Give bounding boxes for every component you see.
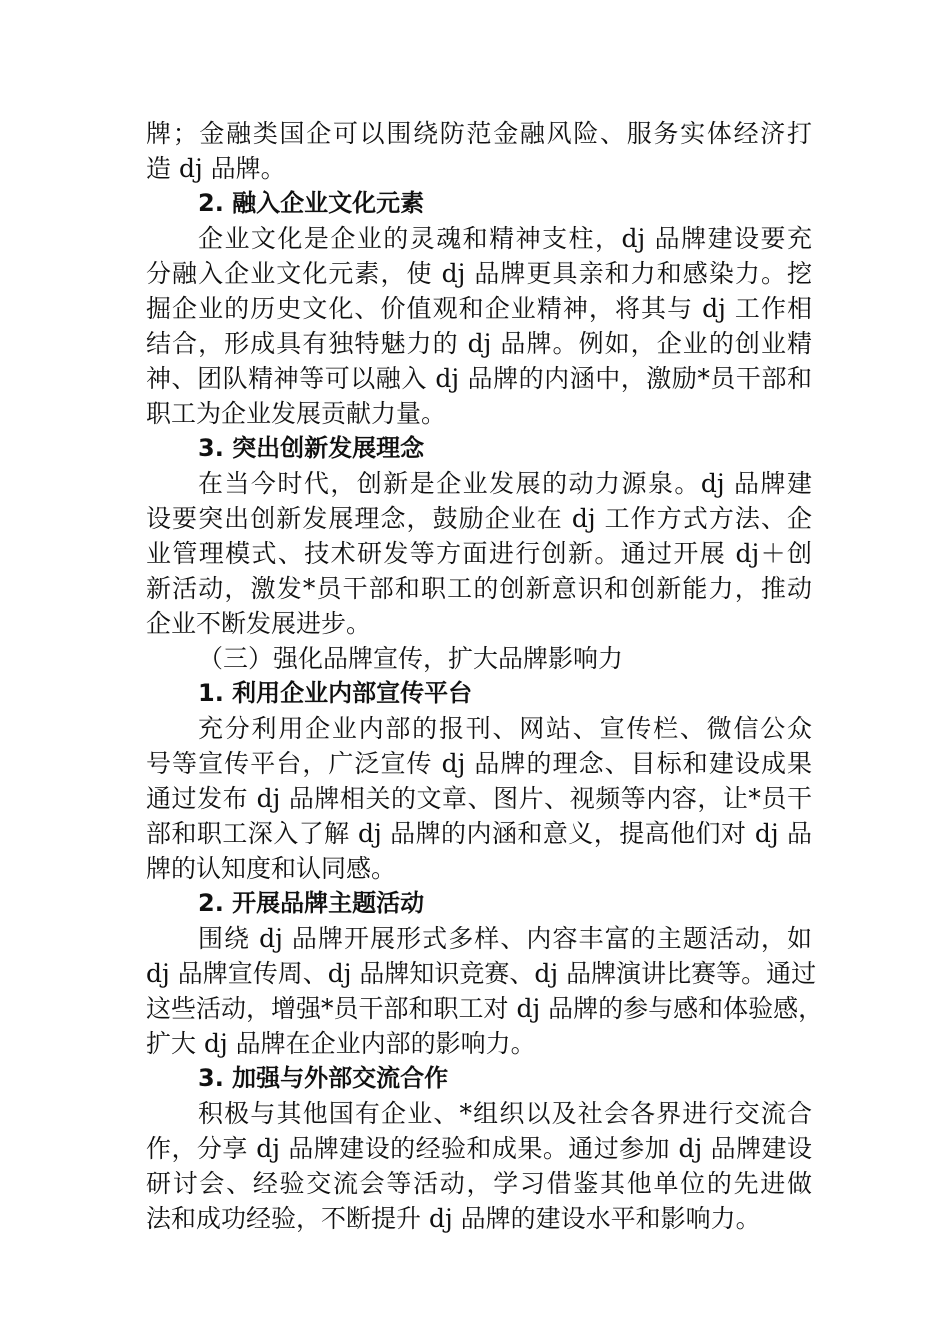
paragraph-line: 企业文化是企业的灵魂和精神支柱，dj 品牌建设要充: [198, 224, 812, 253]
paragraph-line: 通过发布 dj 品牌相关的文章、图片、视频等内容，让*员干: [146, 784, 812, 813]
paragraph-line: 充分利用企业内部的报刊、网站、宣传栏、微信公众: [198, 714, 812, 743]
paragraph-line: 法和成功经验，不断提升 dj 品牌的建设水平和影响力。: [146, 1204, 761, 1233]
paragraph-line: 新活动，激发*员干部和职工的创新意识和创新能力，推动: [146, 574, 812, 603]
paragraph-line: 造 dj 品牌。: [146, 154, 286, 183]
paragraph-line: 结合，形成具有独特魅力的 dj 品牌。例如，企业的创业精: [146, 329, 812, 358]
paragraph-line: 扩大 dj 品牌在企业内部的影响力。: [146, 1029, 536, 1058]
paragraph-line: 部和职工深入了解 dj 品牌的内涵和意义，提高他们对 dj 品: [146, 819, 812, 848]
section-heading: （三）强化品牌宣传，扩大品牌影响力: [198, 644, 624, 673]
paragraph-line: 积极与其他国有企业、*组织以及社会各界进行交流合: [198, 1099, 812, 1128]
paragraph-line: 研讨会、经验交流会等活动，学习借鉴其他单位的先进做: [146, 1169, 812, 1198]
paragraph-line: dj 品牌宣传周、dj 品牌知识竞赛、dj 品牌演讲比赛等。通过: [146, 959, 817, 988]
paragraph-line: 在当今时代，创新是企业发展的动力源泉。dj 品牌建: [198, 469, 812, 498]
paragraph-line: 这些活动，增强*员干部和职工对 dj 品牌的参与感和体验感，: [146, 994, 824, 1023]
subsection-heading: 2. 开展品牌主题活动: [198, 889, 425, 917]
paragraph-line: 号等宣传平台，广泛宣传 dj 品牌的理念、目标和建设成果: [146, 749, 812, 778]
paragraph-line: 神、团队精神等可以融入 dj 品牌的内涵中，激励*员干部和: [146, 364, 812, 393]
paragraph-line: 业管理模式、技术研发等方面进行创新。通过开展 dj＋创: [146, 539, 812, 568]
paragraph-line: 围绕 dj 品牌开展形式多样、内容丰富的主题活动，如: [198, 924, 812, 953]
paragraph-line: 牌的认知度和认同感。: [146, 854, 397, 883]
paragraph-line: 作，分享 dj 品牌建设的经验和成果。通过参加 dj 品牌建设: [146, 1134, 812, 1163]
subsection-heading: 1. 利用企业内部宣传平台: [198, 679, 473, 707]
subsection-heading: 2. 融入企业文化元素: [198, 189, 425, 217]
subsection-heading: 3. 突出创新发展理念: [198, 434, 425, 462]
paragraph-line: 企业不断发展进步。: [146, 609, 372, 638]
paragraph-line: 分融入企业文化元素，使 dj 品牌更具亲和力和感染力。挖: [146, 259, 812, 288]
subsection-heading: 3. 加强与外部交流合作: [198, 1064, 449, 1092]
paragraph-line: 掘企业的历史文化、价值观和企业精神，将其与 dj 工作相: [146, 294, 812, 323]
paragraph-line: 职工为企业发展贡献力量。: [146, 399, 447, 428]
paragraph-line: 设要突出创新发展理念，鼓励企业在 dj 工作方式方法、企: [146, 504, 812, 533]
paragraph-line: 牌；金融类国企可以围绕防范金融风险、服务实体经济打: [146, 119, 812, 148]
document-body: [146, 116, 824, 1236]
